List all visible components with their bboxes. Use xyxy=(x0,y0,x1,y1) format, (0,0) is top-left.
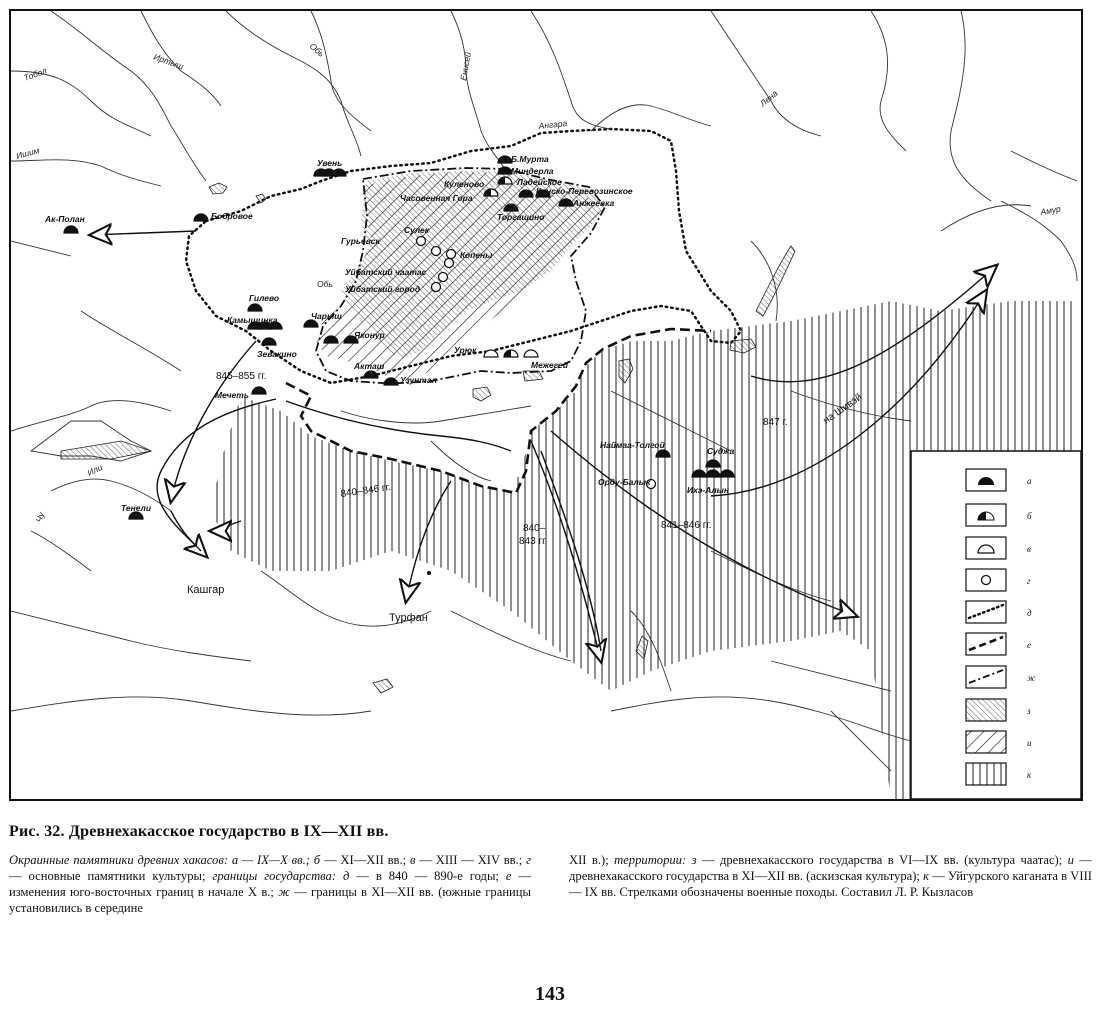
page-number: 143 xyxy=(535,983,565,1005)
site-uybat-gorod: Уйбатский город xyxy=(345,284,421,294)
caption-right-start: XII в.); xyxy=(569,853,615,867)
caption-d-letter: д xyxy=(336,869,350,883)
site-marker-b-fill xyxy=(504,350,511,357)
caption-right xyxy=(569,852,1092,900)
arrow-from-kashgar xyxy=(171,511,201,551)
caption-borders: границы государства: xyxy=(212,869,337,883)
site-b-murta: Б.Мурта xyxy=(511,154,549,164)
legend-swatch xyxy=(966,601,1006,623)
caption-k: — Уйгурского каганата в VIII — IX вв. Стрелками обозначены военные походы. Составил Л. Р. Кызласов xyxy=(569,869,1092,899)
river-ili: Или xyxy=(85,462,104,478)
legend-letter-2: в xyxy=(1027,544,1031,554)
caption-z-letter: : з xyxy=(681,853,697,867)
date-840b-2: 843 гг. xyxy=(519,536,548,547)
site-sudzha: Суджа xyxy=(707,446,735,456)
site-ladeyskoe: Ладейское xyxy=(517,177,562,187)
site-bobrovoe: Бобровое xyxy=(211,211,253,221)
site-marker-a xyxy=(332,169,346,176)
caption-i-letter: и xyxy=(1067,853,1074,867)
date-845: 845–855 гг. xyxy=(216,371,267,382)
site-kopeny: Копены xyxy=(460,250,493,260)
river-ob: Обь xyxy=(307,40,327,59)
caption-territories: территории xyxy=(614,853,682,867)
site-ordu: Орду-Балык xyxy=(598,477,651,487)
site-sulek: Сулек xyxy=(404,225,430,235)
site-ak-polan: Ак-Полан xyxy=(45,214,85,224)
site-ikh-alyn: Ихэ-Алын xyxy=(687,485,730,495)
site-mezhegey: Межегей xyxy=(531,360,568,370)
legend-swatch xyxy=(966,699,1006,721)
site-uzuntal: Узунтал xyxy=(400,375,437,385)
map-canvas xyxy=(11,11,1081,799)
river-chu: Чу xyxy=(33,510,47,524)
legend-symbol-g xyxy=(982,576,991,585)
site-naymaa: Наймаа-Толгой xyxy=(600,440,665,450)
caption-d: — в 840 — 890-е годы; xyxy=(349,869,506,883)
legend-letter-6: ж xyxy=(1027,673,1036,683)
site-uven: Увень xyxy=(317,158,343,168)
caption-zh-letter: ж xyxy=(278,885,290,899)
site-uryuk: Урюк xyxy=(454,345,477,355)
main-site-marker xyxy=(447,250,456,259)
site-mechet: Мечеть xyxy=(215,390,249,400)
caption-g-letter: г xyxy=(526,853,532,867)
site-marker-a xyxy=(194,214,208,221)
site-marker-v xyxy=(524,350,538,357)
site-kuyenovo: Куленово xyxy=(444,179,485,189)
legend-letter-5: е xyxy=(1027,640,1031,650)
site-kansko: Канско-Перевозинское xyxy=(536,186,633,196)
arrow-ak-polan xyxy=(91,231,196,235)
main-site-marker xyxy=(432,247,441,256)
site-anzheevka: Анжеевка xyxy=(573,198,615,208)
caption-v: — XIII — XIV вв.; xyxy=(415,853,527,867)
caption-b: — XI—XII вв.; xyxy=(320,853,410,867)
caption-lead: Окраинные памятники древних хакасов: xyxy=(9,853,229,867)
caption-z: — древнехакасского государства в VI—IX вв. (культура чаатас); xyxy=(696,853,1068,867)
site-marker-a xyxy=(304,320,318,327)
caption-e-letter: е xyxy=(505,869,512,883)
site-marker-a xyxy=(129,512,143,519)
figure-title: Рис. 32. Древнехакасское государство в IX—XII вв. xyxy=(9,823,389,840)
legend-swatch xyxy=(966,633,1006,655)
caption-i: — древнехакасского государства в XI—XII вв. (аскизская культура); xyxy=(569,853,1092,883)
site-marker-a xyxy=(248,304,262,311)
site-marker-a xyxy=(64,226,78,233)
legend-letter-0: а xyxy=(1027,476,1032,486)
caption-zh: — границы в XI—XII вв. (южные границы установились в середине xyxy=(9,885,531,915)
site-torgashino: Торгашино xyxy=(497,212,545,222)
site-zevakino: Зевакино xyxy=(257,349,297,359)
site-guryevsk: Гурьевск xyxy=(341,236,380,246)
site-marker-a xyxy=(498,156,512,163)
date-shivei: на Шивэй xyxy=(821,391,865,427)
legend xyxy=(911,451,1081,799)
legend-letter-7: з xyxy=(1027,706,1031,716)
legend-letter-3: г xyxy=(1027,576,1031,586)
river-amur: Амур xyxy=(1039,203,1062,217)
main-site-marker xyxy=(432,283,441,292)
date-840a: 840–846 гг. xyxy=(339,482,392,500)
site-uybat-chaatas: Уйбатский чаатас xyxy=(345,267,427,277)
site-aktash: Акташ xyxy=(354,361,385,371)
river-ob2: Обь xyxy=(317,279,333,289)
site-marker-a xyxy=(252,387,266,394)
caption-k-letter: к xyxy=(923,869,930,883)
site-marker-a xyxy=(364,371,378,378)
site-minderla: Миндерла xyxy=(511,166,554,176)
date-840b-1: 840– xyxy=(523,523,546,534)
river-ishim: Ишим xyxy=(14,145,41,161)
map xyxy=(9,9,1083,801)
caption-e: — изменения юго-восточных границ в начале X в.; xyxy=(9,869,531,899)
main-site-marker xyxy=(439,273,448,282)
site-yakonur: Яконур xyxy=(354,330,385,340)
site-marker-a xyxy=(262,338,276,345)
site-marker-a xyxy=(384,378,398,385)
river-yenisei: Енисей xyxy=(458,51,473,82)
legend-letter-8: и xyxy=(1027,738,1032,748)
site-gilevo: Гилево xyxy=(249,293,280,303)
turfan-dot xyxy=(427,571,431,575)
site-charysh: Чарыш xyxy=(311,311,342,321)
main-site-marker xyxy=(445,259,454,268)
legend-letter-1: б xyxy=(1027,511,1032,521)
river-lena: Лена xyxy=(757,88,780,109)
legend-letter-4: д xyxy=(1027,608,1032,618)
site-teneli: Тенели xyxy=(121,503,152,513)
caption-v-letter: в xyxy=(410,853,416,867)
site-kamyshinka: Камышинка xyxy=(227,315,278,325)
river-irtysh: Иртыш xyxy=(152,51,186,72)
caption-a: а — IX—X вв.; xyxy=(228,853,314,867)
legend-letter-9: к xyxy=(1027,770,1032,780)
caption-left xyxy=(9,852,531,916)
city-turfan: Турфан xyxy=(389,612,428,624)
city-kashgar: Кашгар xyxy=(187,584,225,596)
main-site-marker xyxy=(417,237,426,246)
site-chasovennaya: Часовенная Гора xyxy=(400,193,473,203)
date-841: 841–846 гг. xyxy=(661,520,712,531)
legend-swatch xyxy=(966,731,1006,753)
date-847: 847 г. xyxy=(763,417,788,428)
river-tobol: Тобол xyxy=(22,65,49,83)
caption-b-letter: б xyxy=(313,853,321,867)
river-angara: Ангара xyxy=(538,118,568,131)
legend-swatch xyxy=(966,763,1006,785)
caption-g: — основные памятники культуры; xyxy=(9,869,213,883)
